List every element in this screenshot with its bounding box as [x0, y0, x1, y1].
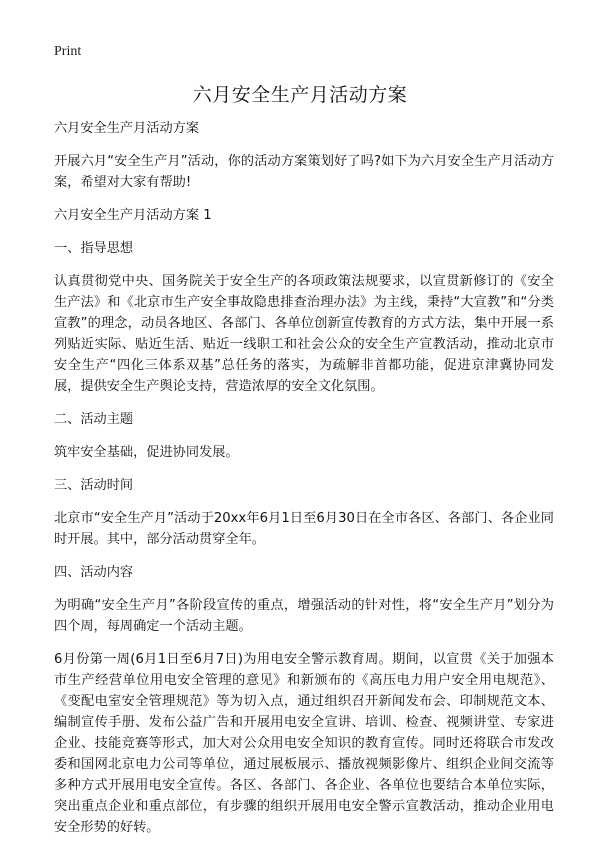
activity-theme-paragraph: 筑牢安全基础，促进协同发展。 — [54, 445, 239, 460]
section-heading-plan-1: 六月安全生产月活动方案 1 — [54, 208, 212, 223]
section-heading-activity-theme: 二、活动主题 — [54, 412, 134, 427]
guiding-ideology-paragraph: 认真贯彻党中央、国务院关于安全生产的各项政策法规要求，以宣贯新修订的《安全生产法》和《北京市生产安全事故隐患排查治理办法》为主线，秉持“大宣教”和“分类宣教”的理念，动员各地区、各部门、各单位创新宣传教育的方式方法，集中开展一系列贴近实际、贴近生活、贴近一线职工和社会公众的安全生产宣教活动，推动北京市安全生产“四化三体系双基”总任务的落实，为疏解非首都功能，促进京津冀协同发展，提供安全生产舆论支持，营造浓厚的安全文化氛围。 — [54, 274, 554, 394]
week-one-paragraph: 6月份第一周(6月1日至6月7日)为用电安全警示教育周。期间，以宣贯《关于加强本市生产经营单位用电安全管理的意见》和新颁布的《高压电力用户安全用电规范》、《变配电室安全管理规范》等为切入点，通过组织召开新闻发布会、印制规范文本、编制宣传手册、发布公益广告和开展用电安全宣讲、培训、检查、视频讲堂、专家进企业、技能竞赛等形式，加大对公众用电安全知识的教育宣传。同时还将联合市发改委和国网北京电力公司等单位，通过展板展示、播放视频影像片、组织企业间交流等多种方式开展用电安全宣传。各区、各部门、各企业、各单位也要结合本单位实际，突出重点企业和重点部位，有步骤的组织开展用电安全警示宣教活动，推动企业用电安全形势的好转。 — [54, 652, 554, 835]
activity-time-paragraph: 北京市“安全生产月”活动于20xx年6月1日至6月30日在全市各区、各部门、各企业同时开展。其中，部分活动贯穿全年。 — [54, 511, 554, 547]
section-heading-activity-content: 四、活动内容 — [54, 565, 134, 580]
activity-content-paragraph: 为明确“安全生产月”各阶段宣传的重点，增强活动的针对性，将“安全生产月”划分为四个周，每周确定一个活动主题。 — [54, 598, 554, 634]
subtitle-line: 六月安全生产月活动方案 — [54, 121, 200, 136]
intro-paragraph: 开展六月“安全生产月”活动，你的活动方案策划好了吗?如下为六月安全生产月活动方案，希望对大家有帮助! — [54, 154, 554, 190]
article-body — [54, 118, 554, 850]
print-link[interactable]: Print — [54, 44, 82, 59]
section-heading-activity-time: 三、活动时间 — [54, 478, 134, 493]
section-heading-guiding-ideology: 一、指导思想 — [54, 241, 134, 256]
page-title: 六月安全生产月活动方案 — [192, 84, 408, 106]
